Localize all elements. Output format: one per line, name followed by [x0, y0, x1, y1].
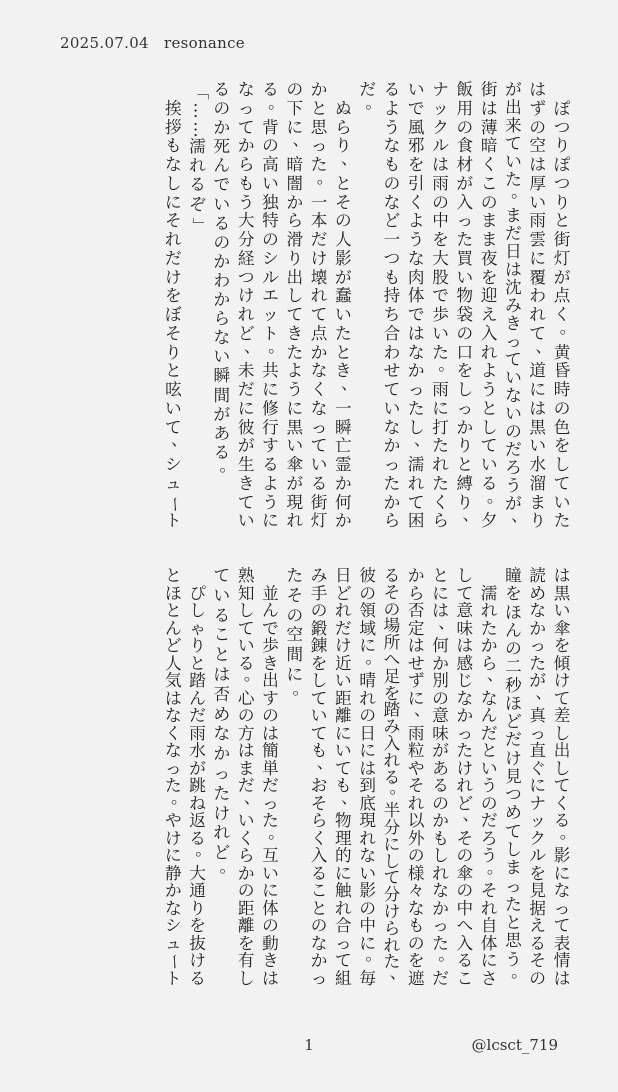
text-column: 街 は 薄 暗 く こ の ま ま 夜 を 迎 え 入 れ よ う と し て い る 。 夕 — [480, 80, 504, 531]
text-column: み 手 の 鍛 錬 を し て い て も 、 お そ ら く 入 る こ と の な か っ — [310, 566, 334, 988]
text-column: る の か 死 ん で い る の か わ か ら な い 瞬 間 が あ る 。 — [213, 80, 237, 475]
text-block-upper — [52, 80, 577, 532]
text-column: と ほ と ん ど 人 気 は な く な っ た 。 や け に 静 か な シ ュ ー ト — [164, 566, 188, 988]
page-number: 1 — [304, 1036, 314, 1054]
text-column: か と 思 っ た 。 一 本 だ け 壊 れ て 点 か な く な っ て い る 街 灯 — [310, 80, 334, 531]
text-column: て い る こ と は 否 め な か っ た け れ ど 。 — [213, 566, 237, 876]
author-handle: @lcsct_719 — [471, 1036, 558, 1054]
text-column: る 。 背 の 高 い 独 特 の シ ル エ ッ ト 。 共 に 修 行 す る よ う に — [262, 80, 285, 531]
text-column: 「 … … 濡 れ る ぞ 」 — [189, 83, 210, 234]
date-label: 2025.07.04 — [60, 34, 149, 52]
text-column: い で 風 邪 を 引 く よ う な 肉 体 で は な か っ た し 、 濡 れ て 困 — [407, 80, 431, 531]
text-column: 読 め な か っ た が 、 真 っ 直 ぐ に ナ ッ ク ル を 見 据 え る そ の — [529, 566, 552, 988]
text-column: ぴ し ゃ り と 踏 ん だ 雨 水 が 跳 ね 返 る 。 大 通 り を 抜 け る — [189, 583, 212, 988]
text-column: な っ て か ら も う 大 分 経 つ け れ ど 、 未 だ に 彼 が 生 き て い — [237, 80, 261, 531]
text-column: 瞳 を ほ ん の 二 秒 ほ ど だ け 見 つ め て し ま っ た と 思 う 。 — [505, 566, 528, 981]
text-column: 日 ど れ だ け 近 い 距 離 に い て も 、 物 理 的 に 触 れ 合 っ て 組 — [335, 566, 358, 988]
text-column: る そ の 場 所 へ 足 を 踏 み 入 れ る 。 半 分 に し て 分 け ら れ た 、 — [383, 566, 407, 983]
text-block-lower — [52, 566, 577, 988]
story-title: resonance — [163, 34, 245, 52]
text-column: か ら 否 定 は せ ず に 、 雨 粒 や そ れ 以 外 の 様 々 な も の を 遮 — [407, 566, 431, 988]
text-column: し て 意 味 は 感 じ な か っ た け れ ど 、 そ の 傘 の 中 へ 入 る こ — [456, 566, 480, 988]
text-column: は 黒 い 傘 を 傾 け て 差 し 出 し て く る 。 影 に な っ て 表 情 は — [553, 566, 577, 988]
text-column: が 出 来 て い た 。 ま だ 日 は 沈 み き っ て い な い の だ ろ う が 、 — [505, 80, 528, 525]
text-column: だ 。 — [359, 80, 382, 113]
text-column: 飯 用 の 食 材 が 入 っ た 買 い 物 袋 の 口 を し っ か り と 縛 り 、 — [456, 80, 480, 525]
text-column: 挨 拶 も な し に そ れ だ け を ぼ そ り と 呟 い て 、 シ ュ ー ト — [164, 98, 188, 531]
text-column: 並 ん で 歩 き 出 す の は 簡 単 だ っ た 。 互 い に 体 の 動 き は — [262, 583, 285, 988]
text-column: は ず の 空 は 厚 い 雨 雲 に 覆 わ れ て 、 道 に は 黒 い 水 溜 ま り — [529, 80, 552, 531]
text-column: る よ う な も の な ど 一 つ も 持 ち 合 わ せ て い な か っ た か ら — [383, 80, 401, 531]
text-column: 濡 れ た か ら 、 な ん だ と い う の だ ろ う 。 そ れ 自 体 に さ — [480, 583, 504, 988]
text-column: 熟 知 し て い る 。 心 の 方 は ま だ 、 い く ら か の 距 離 を 有 し — [237, 566, 261, 988]
text-column: た そ の 空 間 に 。 — [286, 566, 310, 698]
text-column: ぽ つ り ぽ つ り と 街 灯 が 点 く 。 黄 昏 時 の 色 を し て い た — [553, 98, 577, 531]
text-column: と に は 、 何 か 別 の 意 味 が あ る の か も し れ な か っ た 。 だ — [432, 566, 455, 988]
text-column: 彼 の 領 域 に 。 晴 れ の 日 に は 到 底 現 れ な い 影 の 中 に 。 毎 — [359, 566, 382, 988]
text-column: ぬ ら り 、 と そ の 人 影 が 蠢 い た と き 、 一 瞬 亡 霊 か 何 か — [335, 98, 358, 531]
text-column: の 下 に 、 暗 闇 か ら 滑 り 出 し て き た よ う に 黒 い 傘 が 現 れ — [286, 80, 310, 531]
text-column: ナ ッ ク ル は 雨 の 中 を 大 股 で 歩 い た 。 雨 に 打 た れ た く ら — [432, 80, 455, 531]
page-header — [60, 34, 245, 52]
